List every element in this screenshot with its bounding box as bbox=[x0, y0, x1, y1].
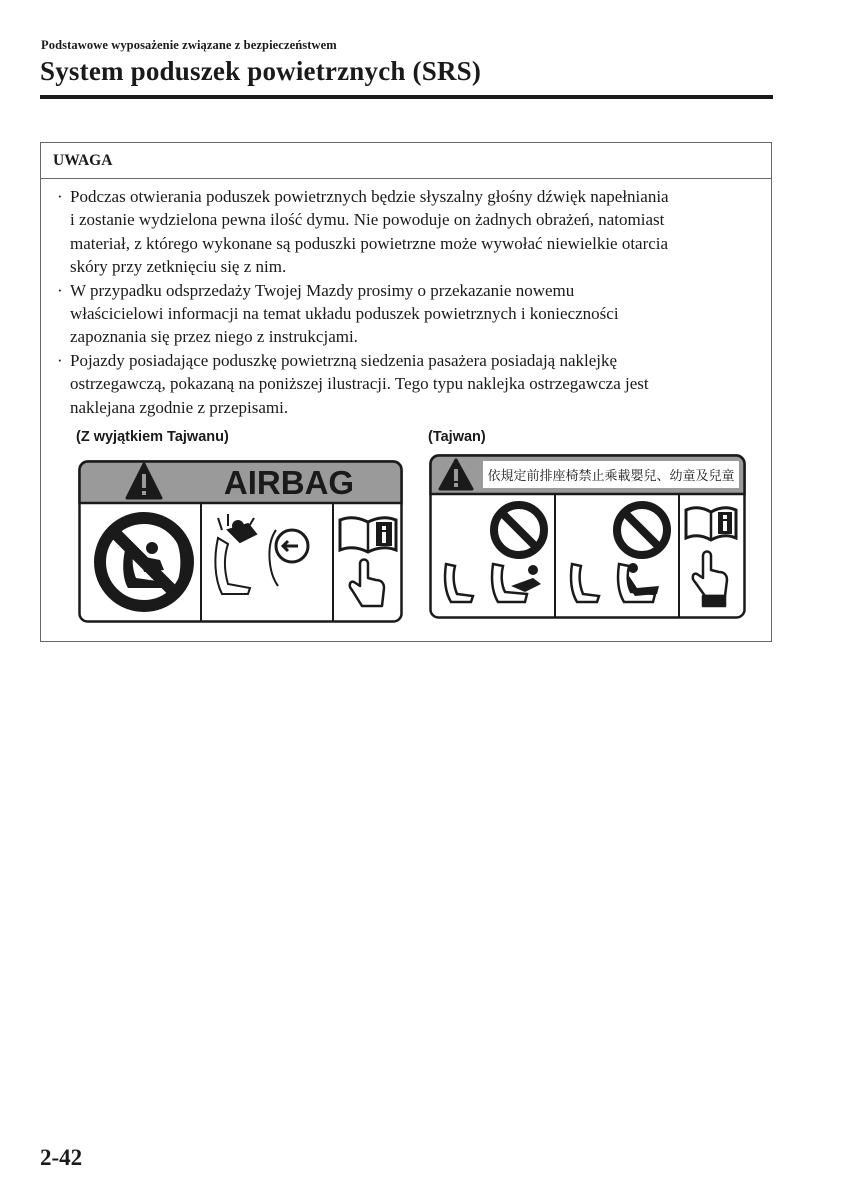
bullet-dot: · bbox=[57, 280, 63, 300]
caution-bullet bbox=[55, 279, 763, 349]
title-rule bbox=[40, 95, 773, 99]
bullet-line: właścicielowi informacji na temat układu poduszek powietrznych i konieczności bbox=[70, 304, 619, 324]
bullet-line: skóry przy zetknięciu się z nim. bbox=[70, 257, 287, 277]
airbag-warning-label bbox=[78, 460, 403, 623]
read-manual-icon bbox=[340, 518, 396, 552]
caution-heading: UWAGA bbox=[41, 143, 771, 179]
page-number: 2-42 bbox=[40, 1145, 83, 1170]
bullet-dot: · bbox=[57, 350, 63, 370]
section-label: Podstawowe wyposażenie związane z bezpieczeństwem bbox=[41, 38, 337, 52]
bullet-line: Pojazdy posiadające poduszkę powietrzną siedzenia pasażera posiadają naklejkę bbox=[70, 350, 618, 370]
bullet-line: zapoznania się przez niego z instrukcjami. bbox=[70, 327, 358, 347]
bullet-line: Podczas otwierania poduszek powietrznych będzie słyszalny głośny dźwięk napełniania bbox=[70, 187, 669, 206]
caution-box bbox=[40, 142, 772, 642]
caution-bullet-list bbox=[55, 185, 763, 419]
bullet-dot: · bbox=[57, 187, 63, 206]
caution-bullet bbox=[55, 185, 763, 279]
page-title: System poduszek powietrznych (SRS) bbox=[40, 56, 482, 86]
bullet-line: naklejana zgodnie z przepisami. bbox=[70, 397, 289, 417]
taiwan-banner-text: 依規定前排座椅禁止乘載嬰兒、幼童及兒童 bbox=[487, 468, 735, 483]
bullet-line: i zostanie wydzielona pewna ilość dymu. Nie powoduje on żadnych obrażeń, natomiast bbox=[70, 210, 665, 230]
read-manual-icon bbox=[686, 508, 736, 540]
caution-bullet bbox=[55, 349, 763, 419]
bullet-line: materiał, z którego wykonane są poduszki powietrzne może wywołać niewielkie otarcia bbox=[70, 233, 669, 253]
label-caption-right: (Tajwan) bbox=[428, 429, 486, 445]
airbag-banner-text: AIRBAG bbox=[223, 464, 355, 501]
label-caption-left: (Z wyjątkiem Tajwanu) bbox=[76, 429, 229, 445]
taiwan-warning-label bbox=[429, 454, 746, 619]
bullet-line: ostrzegawczą, pokazaną na poniższej ilustracji. Tego typu naklejka ostrzegawcza jest bbox=[70, 374, 649, 394]
bullet-line: W przypadku odsprzedaży Twojej Mazdy prosimy o przekazanie nowemu bbox=[70, 280, 575, 300]
